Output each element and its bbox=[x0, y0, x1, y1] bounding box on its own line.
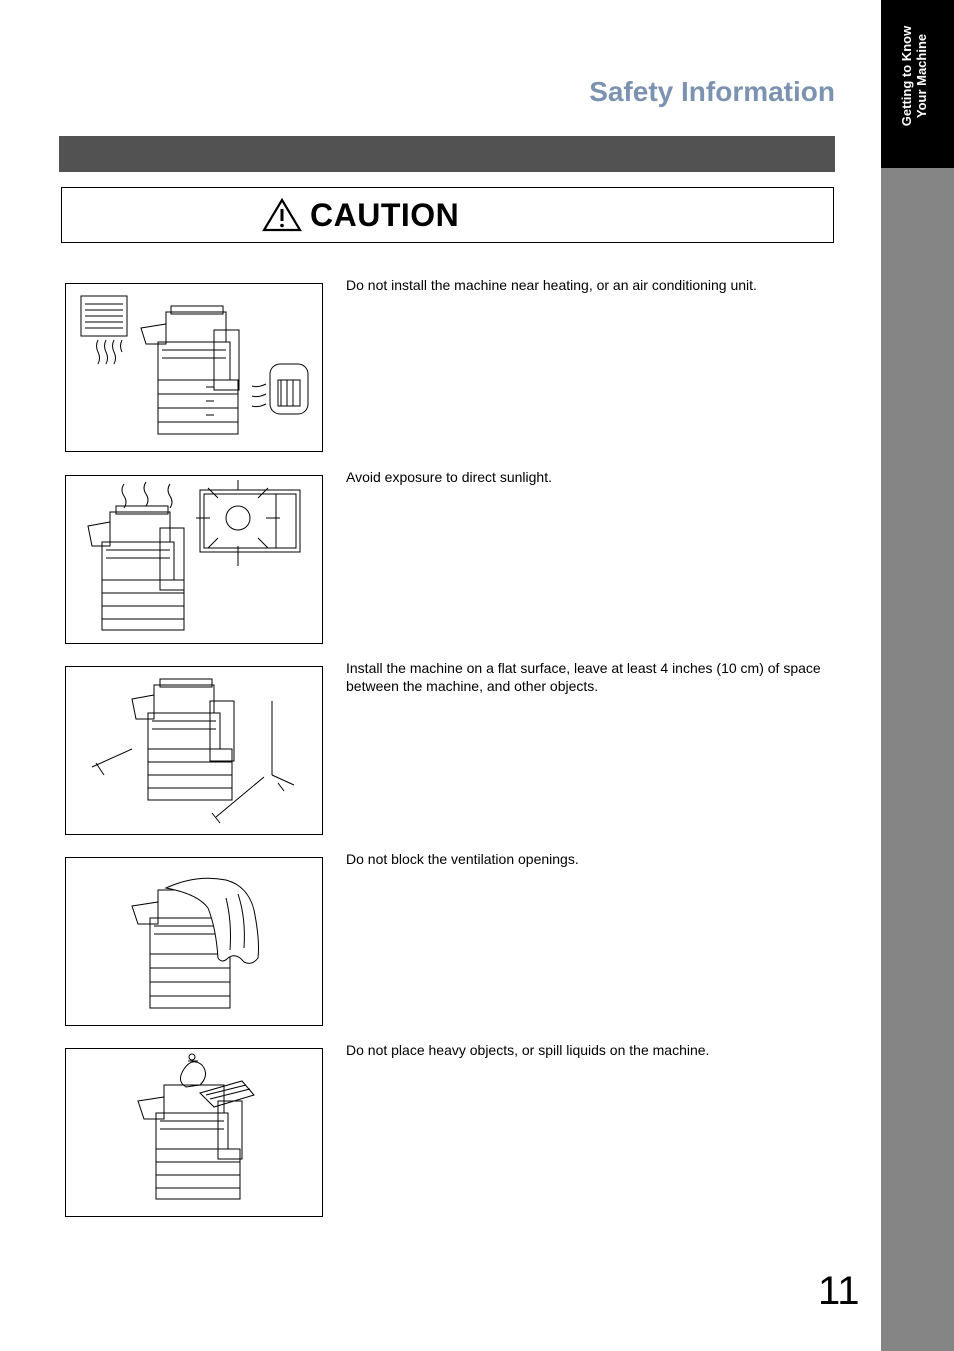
side-strip bbox=[881, 0, 954, 1351]
caution-item-text: Do not place heavy objects, or spill liquids on the machine. bbox=[346, 1042, 710, 1058]
section-tab-label: Getting to Know Your Machine bbox=[899, 25, 929, 127]
caution-item-text: Do not block the ventilation openings. bbox=[346, 851, 579, 867]
illustration-frame bbox=[65, 857, 323, 1026]
illustration-frame bbox=[65, 1048, 323, 1217]
machine-with-objects-on-top-illustration bbox=[66, 1049, 322, 1216]
page-title: Safety Information bbox=[589, 76, 835, 107]
machine-clearance-illustration bbox=[66, 667, 322, 834]
machine-near-sunny-window-illustration bbox=[66, 476, 322, 643]
illustration-frame bbox=[65, 666, 323, 835]
caution-item-text: Avoid exposure to direct sunlight. bbox=[346, 469, 552, 485]
machine-covered-with-cloth-illustration bbox=[66, 858, 322, 1025]
page-number: 11 bbox=[818, 1269, 860, 1313]
caution-item-text: Do not install the machine near heating, or an air conditioning unit. bbox=[346, 277, 757, 293]
title-bar bbox=[59, 136, 835, 172]
caution-item-text: Install the machine on a flat surface, leave at least 4 inches (10 cm) of space between the machine, and other objects. bbox=[346, 660, 821, 694]
warning-triangle-icon bbox=[262, 198, 302, 232]
illustration-frame bbox=[65, 475, 323, 644]
caution-label: CAUTION bbox=[310, 196, 460, 233]
caution-banner bbox=[61, 187, 834, 243]
illustration-frame bbox=[65, 283, 323, 452]
machine-near-heater-and-air-conditioner-illustration bbox=[66, 284, 322, 451]
